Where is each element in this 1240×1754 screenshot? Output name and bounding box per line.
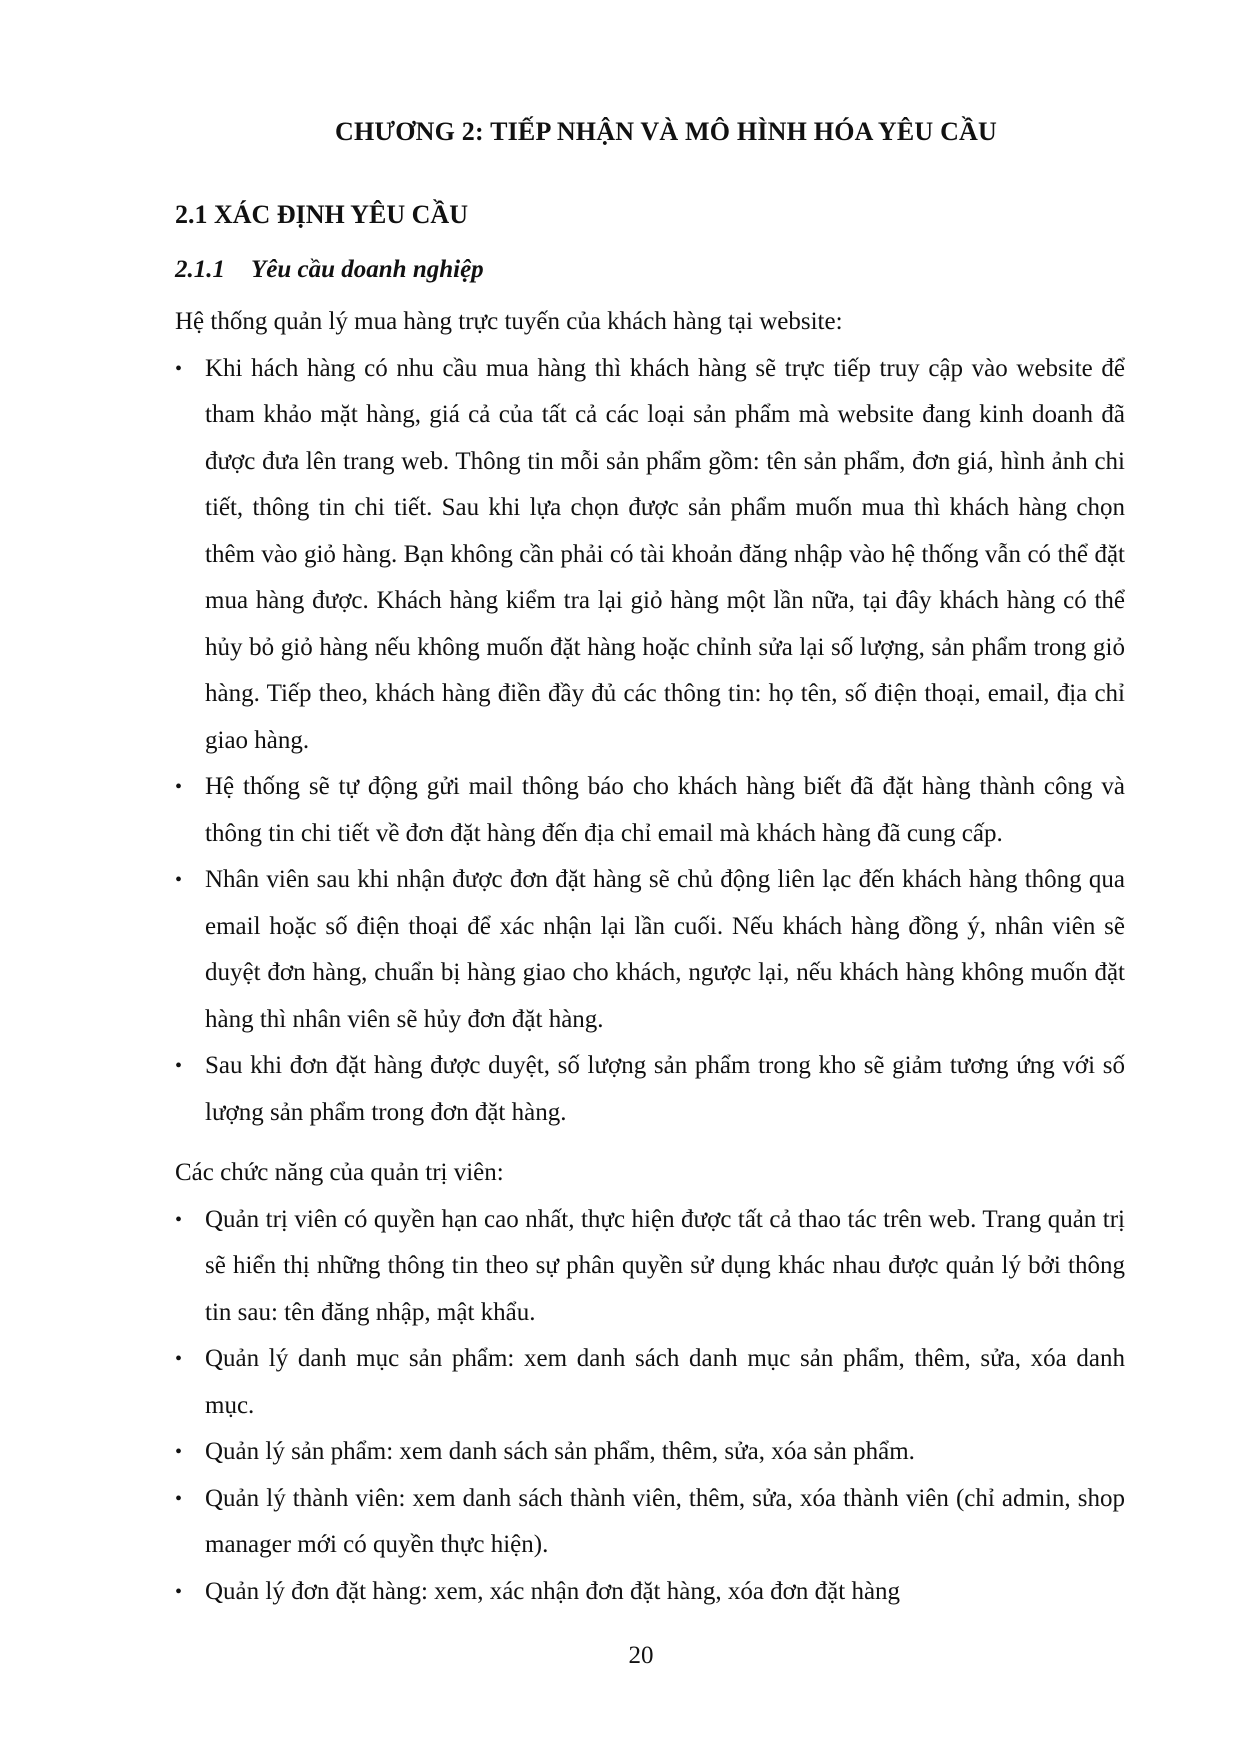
list-item (175, 1336, 1125, 1429)
list-item (175, 1043, 1125, 1136)
customer-requirements-list (175, 346, 1125, 1137)
bullet-icon: • (175, 1348, 183, 1370)
list-item-text: Quản trị viên có quyền hạn cao nhất, thực hiện được tất cả thao tác trên web. Trang quản trị sẽ hiển thị những thông tin theo sự phân quyền sử dụng khác nhau được quản lý bởi thông tin sau: tên đăng nhập, mật khẩu. (205, 1205, 1125, 1326)
list-item (175, 1476, 1125, 1569)
bullet-icon: • (175, 1580, 183, 1603)
subsection-number: 2.1.1 (175, 256, 225, 283)
bullet-icon: • (175, 776, 183, 798)
list-item-text: Hệ thống sẽ tự động gửi mail thông báo cho khách hàng biết đã đặt hàng thành công và thông tin chi tiết về đơn đặt hàng đến địa chỉ email mà khách hàng đã cung cấp. (205, 773, 1125, 847)
bullet-icon: • (175, 869, 183, 891)
list-item (175, 1429, 1125, 1476)
subsection-title: Yêu cầu doanh nghiệp (251, 256, 484, 283)
intro-paragraph: Hệ thống quản lý mua hàng trực tuyến của khách hàng tại website: (175, 308, 843, 335)
admin-intro-paragraph: Các chức năng của quản trị viên: (175, 1159, 504, 1186)
page-number: 20 (628, 1642, 654, 1669)
section-heading: 2.1 XÁC ĐỊNH YÊU CẦU (175, 200, 468, 229)
list-item-text: Quản lý thành viên: xem danh sách thành viên, thêm, sửa, xóa thành viên (chỉ admin, shop manager mới có quyền thực hiện). (205, 1484, 1125, 1558)
list-item-text: Nhân viên sau khi nhận được đơn đặt hàng sẽ chủ động liên lạc đến khách hàng thông qua email hoặc số điện thoại để xác nhận lại lần cuối. Nếu khách hàng đồng ý, nhân viên sẽ duyệt đơn hàng, chuẩn bị hàng giao cho khách, ngược lại, nếu khách hàng không muốn đặt hàng thì nhân viên sẽ hủy đơn đặt hàng. (205, 866, 1125, 1033)
bullet-icon: • (175, 1055, 183, 1077)
list-item (175, 346, 1125, 765)
bullet-icon: • (175, 357, 183, 380)
list-item (175, 1197, 1125, 1337)
page-content (175, 195, 1125, 1615)
list-item-text: Quản lý đơn đặt hàng: xem, xác nhận đơn đặt hàng, xóa đơn đặt hàng (205, 1577, 901, 1605)
subsection-heading (175, 247, 1125, 293)
list-item (175, 1569, 1125, 1616)
list-item-text: Sau khi đơn đặt hàng được duyệt, số lượng sản phẩm trong kho sẽ giảm tương ứng với số lượng sản phẩm trong đơn đặt hàng. (205, 1052, 1125, 1126)
list-item-text: Quản lý sản phẩm: xem danh sách sản phẩm, thêm, sửa, xóa sản phẩm. (205, 1438, 915, 1465)
list-item-text: Quản lý danh mục sản phẩm: xem danh sách danh mục sản phẩm, thêm, sửa, xóa danh mục. (205, 1345, 1125, 1419)
chapter-title: CHƯƠNG 2: TIẾP NHẬN VÀ MÔ HÌNH HÓA YÊU CẦU (334, 117, 998, 146)
bullet-icon: • (175, 1208, 183, 1231)
admin-functions-list (175, 1197, 1125, 1616)
bullet-icon: • (175, 1487, 183, 1510)
list-item-text: Khi hách hàng có nhu cầu mua hàng thì khách hàng sẽ trực tiếp truy cập vào website để tham khảo mặt hàng, giá cả của tất cả các loại sản phẩm mà website đang kinh doanh đã được đưa lên trang web. Thông tin mỗi sản phẩm gồm: tên sản phẩm, đơn giá, hình ảnh chi tiết, thông tin chi tiết. Sau khi lựa chọn được sản phẩm muốn mua thì khách hàng chọn thêm vào giỏ hàng. Bạn không cần phải có tài khoản đăng nhập vào hệ thống vẫn có thể đặt mua hàng được. Khách hàng kiểm tra lại giỏ hàng một lần nữa, tại đây khách hàng có thể hủy bỏ giỏ hàng nếu không muốn đặt hàng hoặc chỉnh sửa lại số lượng, sản phẩm trong giỏ hàng. Tiếp theo, khách hàng điền đầy đủ các thông tin: họ tên, số điện thoại, email, địa chỉ giao hàng. (205, 354, 1125, 754)
bullet-icon: • (175, 1441, 183, 1463)
list-item (175, 764, 1125, 857)
list-item (175, 857, 1125, 1043)
